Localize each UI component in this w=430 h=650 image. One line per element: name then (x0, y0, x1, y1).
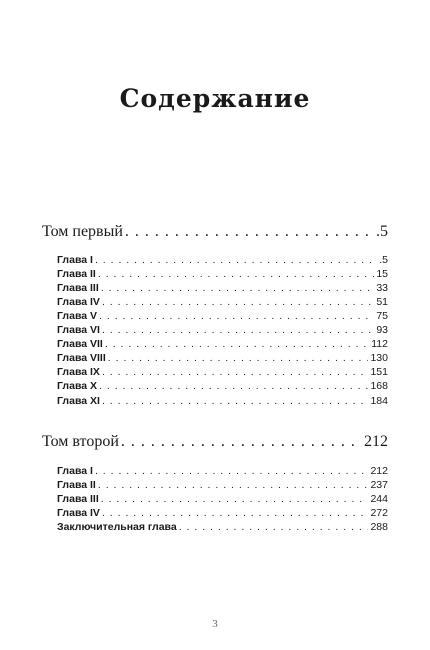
volume-page: .5 (376, 223, 388, 240)
volume-page: 212 (364, 433, 388, 450)
dot-leader (98, 478, 369, 492)
chapter-title: Глава X (57, 380, 98, 392)
chapter-page: 151 (370, 366, 388, 378)
chapter-page: 75 (376, 310, 388, 322)
toc-volume-1[interactable] (42, 222, 388, 242)
toc-chapter[interactable] (57, 281, 388, 295)
chapter-title: Глава IX (57, 366, 100, 378)
chapter-page: 237 (370, 479, 388, 491)
chapter-title: Глава V (57, 310, 98, 322)
chapter-page: 288 (370, 521, 388, 533)
dot-leader (102, 295, 374, 309)
chapter-title: Глава I (57, 254, 93, 266)
dot-leader (99, 309, 374, 323)
toc-chapter[interactable] (57, 351, 388, 365)
dot-leader (99, 379, 368, 393)
toc-chapter[interactable] (57, 520, 388, 534)
chapter-page: 272 (370, 507, 388, 519)
dot-leader (102, 323, 374, 337)
chapter-page: 130 (370, 352, 388, 364)
chapter-page: 112 (371, 338, 388, 350)
chapter-title: Глава VI (57, 324, 100, 336)
toc-chapter[interactable] (57, 309, 388, 323)
dot-leader (95, 464, 369, 478)
dot-leader (108, 351, 369, 365)
dot-leader (101, 492, 369, 506)
toc-volume-2[interactable] (42, 432, 388, 452)
chapter-title: Глава II (57, 268, 96, 280)
toc-chapter[interactable] (57, 267, 388, 281)
chapter-page: 244 (370, 493, 388, 505)
chapter-title: Глава III (57, 493, 99, 505)
toc-chapter[interactable] (57, 478, 388, 492)
chapter-title: Глава II (57, 479, 96, 491)
dot-leader (121, 432, 362, 452)
chapter-page: 184 (370, 395, 388, 407)
chapter-title: Глава VII (57, 338, 103, 350)
chapter-title: Глава IV (57, 507, 100, 519)
chapter-page: 212 (370, 465, 388, 477)
toc-chapter[interactable] (57, 337, 388, 351)
dot-leader (98, 267, 374, 281)
chapter-page: 33 (376, 282, 388, 294)
dot-leader (101, 281, 375, 295)
chapter-title: Глава I (57, 465, 93, 477)
dot-leader (179, 520, 369, 534)
dot-leader (95, 253, 377, 267)
chapter-title: Глава III (57, 282, 99, 294)
dot-leader (125, 222, 374, 242)
chapter-title: Глава VIII (57, 352, 106, 364)
chapter-page: 51 (376, 296, 388, 308)
toc-chapter[interactable] (57, 365, 388, 379)
page-title: Содержание (119, 84, 311, 113)
dot-leader (102, 506, 369, 520)
chapter-page: 168 (370, 380, 388, 392)
chapter-page: 93 (376, 324, 388, 336)
toc-chapter[interactable] (57, 379, 388, 393)
toc-chapter[interactable] (57, 506, 388, 520)
volume-title: Том первый (42, 223, 123, 240)
chapter-page: 15 (376, 268, 388, 280)
dot-leader (102, 394, 369, 408)
toc-chapter[interactable] (57, 394, 388, 408)
volume-title: Том второй (42, 433, 119, 450)
toc-chapter[interactable] (57, 492, 388, 506)
dot-leader (105, 337, 369, 351)
toc-chapter[interactable] (57, 464, 388, 478)
page-number: 3 (212, 618, 218, 630)
chapter-title: Глава IV (57, 296, 100, 308)
chapter-title: Глава XI (57, 395, 100, 407)
dot-leader (102, 365, 369, 379)
chapter-title: Заключительная глава (57, 521, 177, 533)
toc-chapter[interactable] (57, 253, 388, 267)
chapter-page: .5 (379, 254, 388, 266)
toc-chapter[interactable] (57, 323, 388, 337)
toc-chapter[interactable] (57, 295, 388, 309)
